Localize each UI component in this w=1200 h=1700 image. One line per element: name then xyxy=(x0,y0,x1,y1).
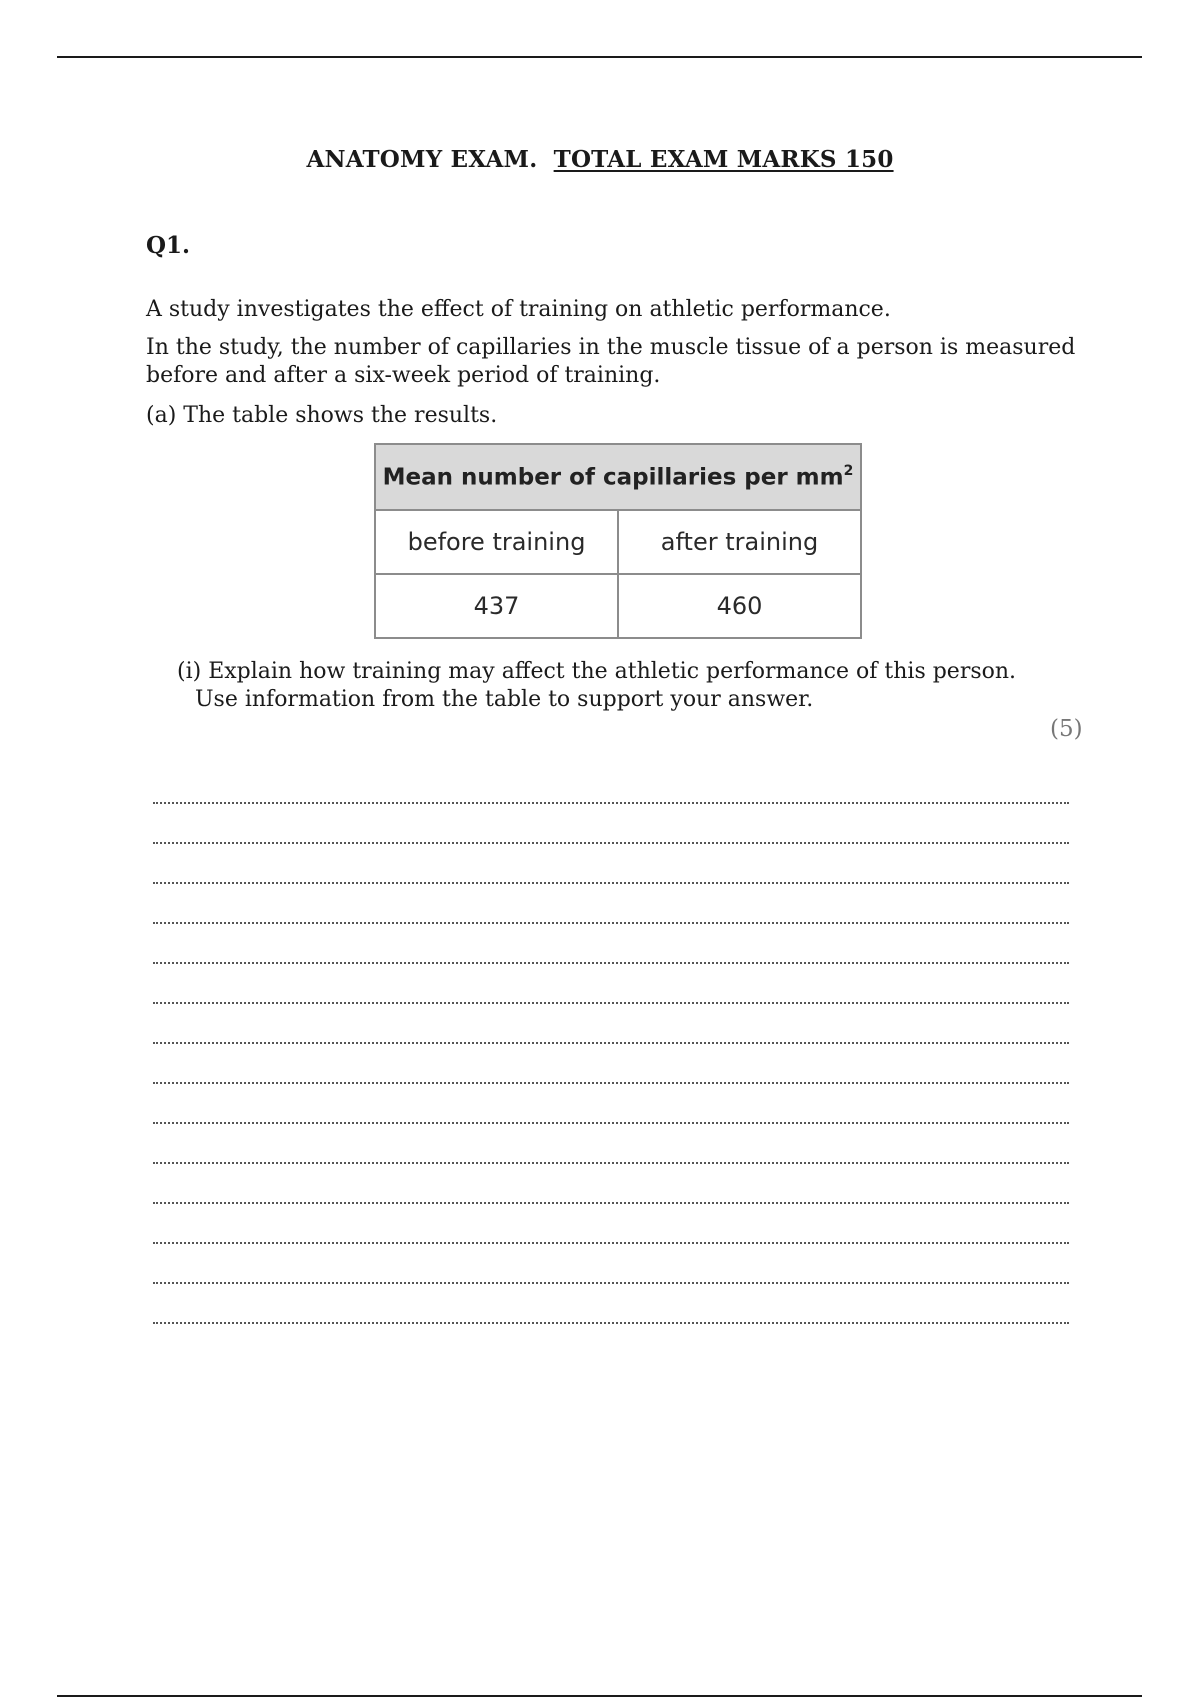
answer-line[interactable] xyxy=(153,1044,1069,1084)
answer-area[interactable] xyxy=(153,764,1069,1324)
answer-line[interactable] xyxy=(153,804,1069,844)
value-before-training: 437 xyxy=(375,574,618,638)
answer-line[interactable] xyxy=(153,924,1069,964)
answer-line[interactable] xyxy=(153,844,1069,884)
answer-line[interactable] xyxy=(153,884,1069,924)
value-after-training: 460 xyxy=(618,574,861,638)
exam-title-total-marks: TOTAL EXAM MARKS 150 xyxy=(553,146,894,173)
question-intro-1: A study investigates the effect of training on athletic performance. xyxy=(146,297,891,322)
table-value-row xyxy=(375,574,861,638)
answer-line[interactable] xyxy=(153,1124,1069,1164)
top-rule xyxy=(57,56,1142,58)
answer-line[interactable] xyxy=(153,1284,1069,1324)
exam-title-subject: ANATOMY EXAM. xyxy=(306,146,538,173)
question-number: Q1. xyxy=(146,232,191,259)
table-header-text: Mean number of capillaries per mm xyxy=(382,464,844,491)
table-header-superscript: 2 xyxy=(843,462,854,479)
results-table xyxy=(374,443,862,639)
table-header-row xyxy=(375,444,861,510)
question-part-i-line-1: (i) Explain how training may affect the athletic performance of this person. xyxy=(177,659,1017,684)
answer-line[interactable] xyxy=(153,1164,1069,1204)
answer-line[interactable] xyxy=(153,1004,1069,1044)
question-part-a: (a) The table shows the results. xyxy=(146,403,498,428)
question-intro-2-line-2: before and after a six-week period of training. xyxy=(146,363,661,388)
answer-line[interactable] xyxy=(153,964,1069,1004)
table-column-row xyxy=(375,510,861,574)
column-after-training: after training xyxy=(618,510,861,574)
table-header-cell xyxy=(375,444,861,510)
marks-indicator: (5) xyxy=(1050,716,1083,742)
answer-line[interactable] xyxy=(153,1204,1069,1244)
answer-line[interactable] xyxy=(153,764,1069,804)
question-part-i-line-2: Use information from the table to support your answer. xyxy=(195,687,814,712)
bottom-rule xyxy=(57,1695,1142,1697)
answer-line[interactable] xyxy=(153,1244,1069,1284)
column-before-training: before training xyxy=(375,510,618,574)
answer-line[interactable] xyxy=(153,1084,1069,1124)
exam-title xyxy=(0,146,1200,173)
question-intro-2-line-1: In the study, the number of capillaries in the muscle tissue of a person is measured xyxy=(146,335,1076,360)
